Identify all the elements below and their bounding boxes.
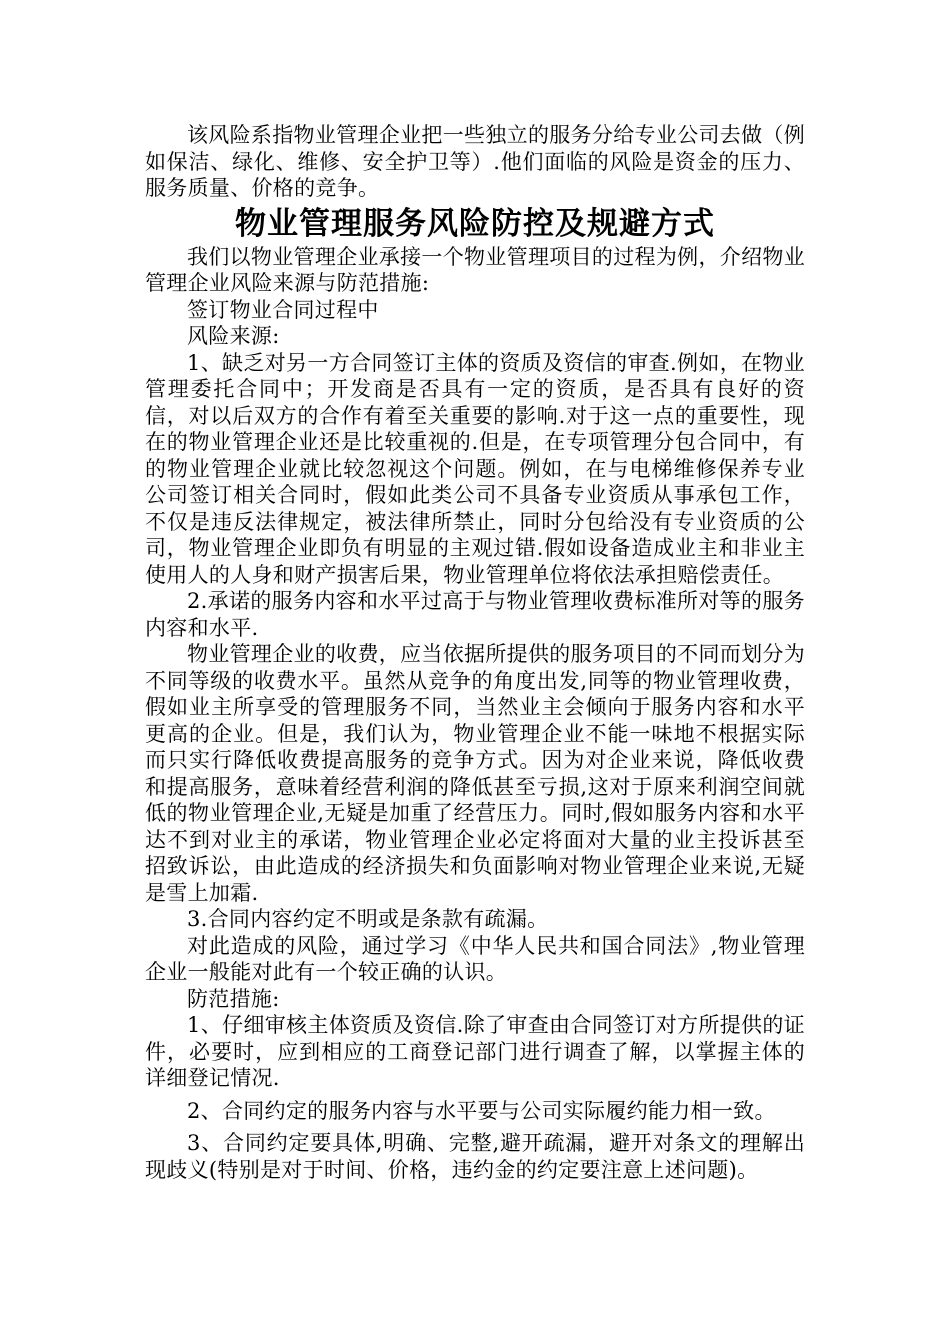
section-heading-measures: 防范措施: xyxy=(187,986,280,1011)
paragraph-intro-example: 我们以物业管理企业承接一个物业管理项目的过程为例，介绍物业管理企业风险来源与防范措施: xyxy=(145,244,805,295)
document-title: 物业管理服务风险防控及规避方式 xyxy=(235,205,715,242)
paragraph-risk-2: 2.承诺的服务内容和水平过高于与物业管理收费标准所对等的服务内容和水平. xyxy=(145,589,805,640)
document-page xyxy=(145,122,805,1183)
section-heading-risk-source: 风险来源: xyxy=(187,324,280,348)
paragraph-measure-2: 2、合同约定的服务内容与水平要与公司实际履约能力相一致。 xyxy=(187,1098,776,1123)
paragraph-measure-3: 3、合同约定要具体,明确、完整,避开疏漏，避开对条文的理解出现歧义(特别是对于时间、价格，违约金的约定要注意上述问题)。 xyxy=(145,1131,805,1182)
intro-paragraph: 该风险系指物业管理企业把一些独立的服务分给专业公司去做（例如保洁、绿化、维修、安全护卫等）.他们面临的风险是资金的压力、服务质量、价格的竞争。 xyxy=(145,123,805,200)
paragraph-risk-3: 3.合同内容约定不明或是条款有疏漏。 xyxy=(187,907,549,931)
paragraph-contract-law: 对此造成的风险，通过学习《中华人民共和国合同法》,物业管理企业一般能对此有一个较正确的认识。 xyxy=(145,933,805,984)
section-heading-contract: 签订物业合同过程中 xyxy=(187,297,379,322)
paragraph-measure-1: 1、仔细审核主体资质及资信.除了审查由合同签订对方所提供的证件，必要时，应到相应的工商登记部门进行调查了解，以掌握主体的详细登记情况. xyxy=(145,1013,805,1090)
paragraph-fee-explanation: 物业管理企业的收费，应当依据所提供的服务项目的不同而划分为不同等级的收费水平。虽然从竞争的角度出发,同等的物业管理收费，假如业主所享受的管理服务不同，当然业主会倾向于服务内容和水平更高的企业。但是，我们认为，物业管理企业不能一味地不根据实际而只实行降低收费提高服务的竞争方式。因为对企业来说，降低收费和提高服务，意味着经营利润的降低甚至亏损,这对于原来利润空间就低的物业管理企业,无疑是加重了经营压力。同时,假如服务内容和水平达不到对业主的承诺，物业管理企业必定将面对大量的业主投诉甚至招致诉讼，由此造成的经济损失和负面影响对物业管理企业来说,无疑是雪上加霜. xyxy=(145,642,805,905)
paragraph-risk-1: 1、缺乏对另一方合同签订主体的资质及资信的审查.例如，在物业管理委托合同中；开发商是否具有一定的资质，是否具有良好的资信，对以后双方的合作有着至关重要的影响.对于这一点的重要性，现在的物业管理企业还是比较重视的.但是，在专项管理分包合同中，有的物业管理企业就比较忽视这个问题。例如，在与电梯维修保养专业公司签订相关合同时，假如此类公司不具备专业资质从事承包工作，不仅是违反法律规定，被法律所禁止，同时分包给没有专业资质的公司，物业管理企业即负有明显的主观过错.假如设备造成业主和非业主使用人的人身和财产损害后果，物业管理单位将依法承担赔偿责任。 xyxy=(145,350,805,587)
